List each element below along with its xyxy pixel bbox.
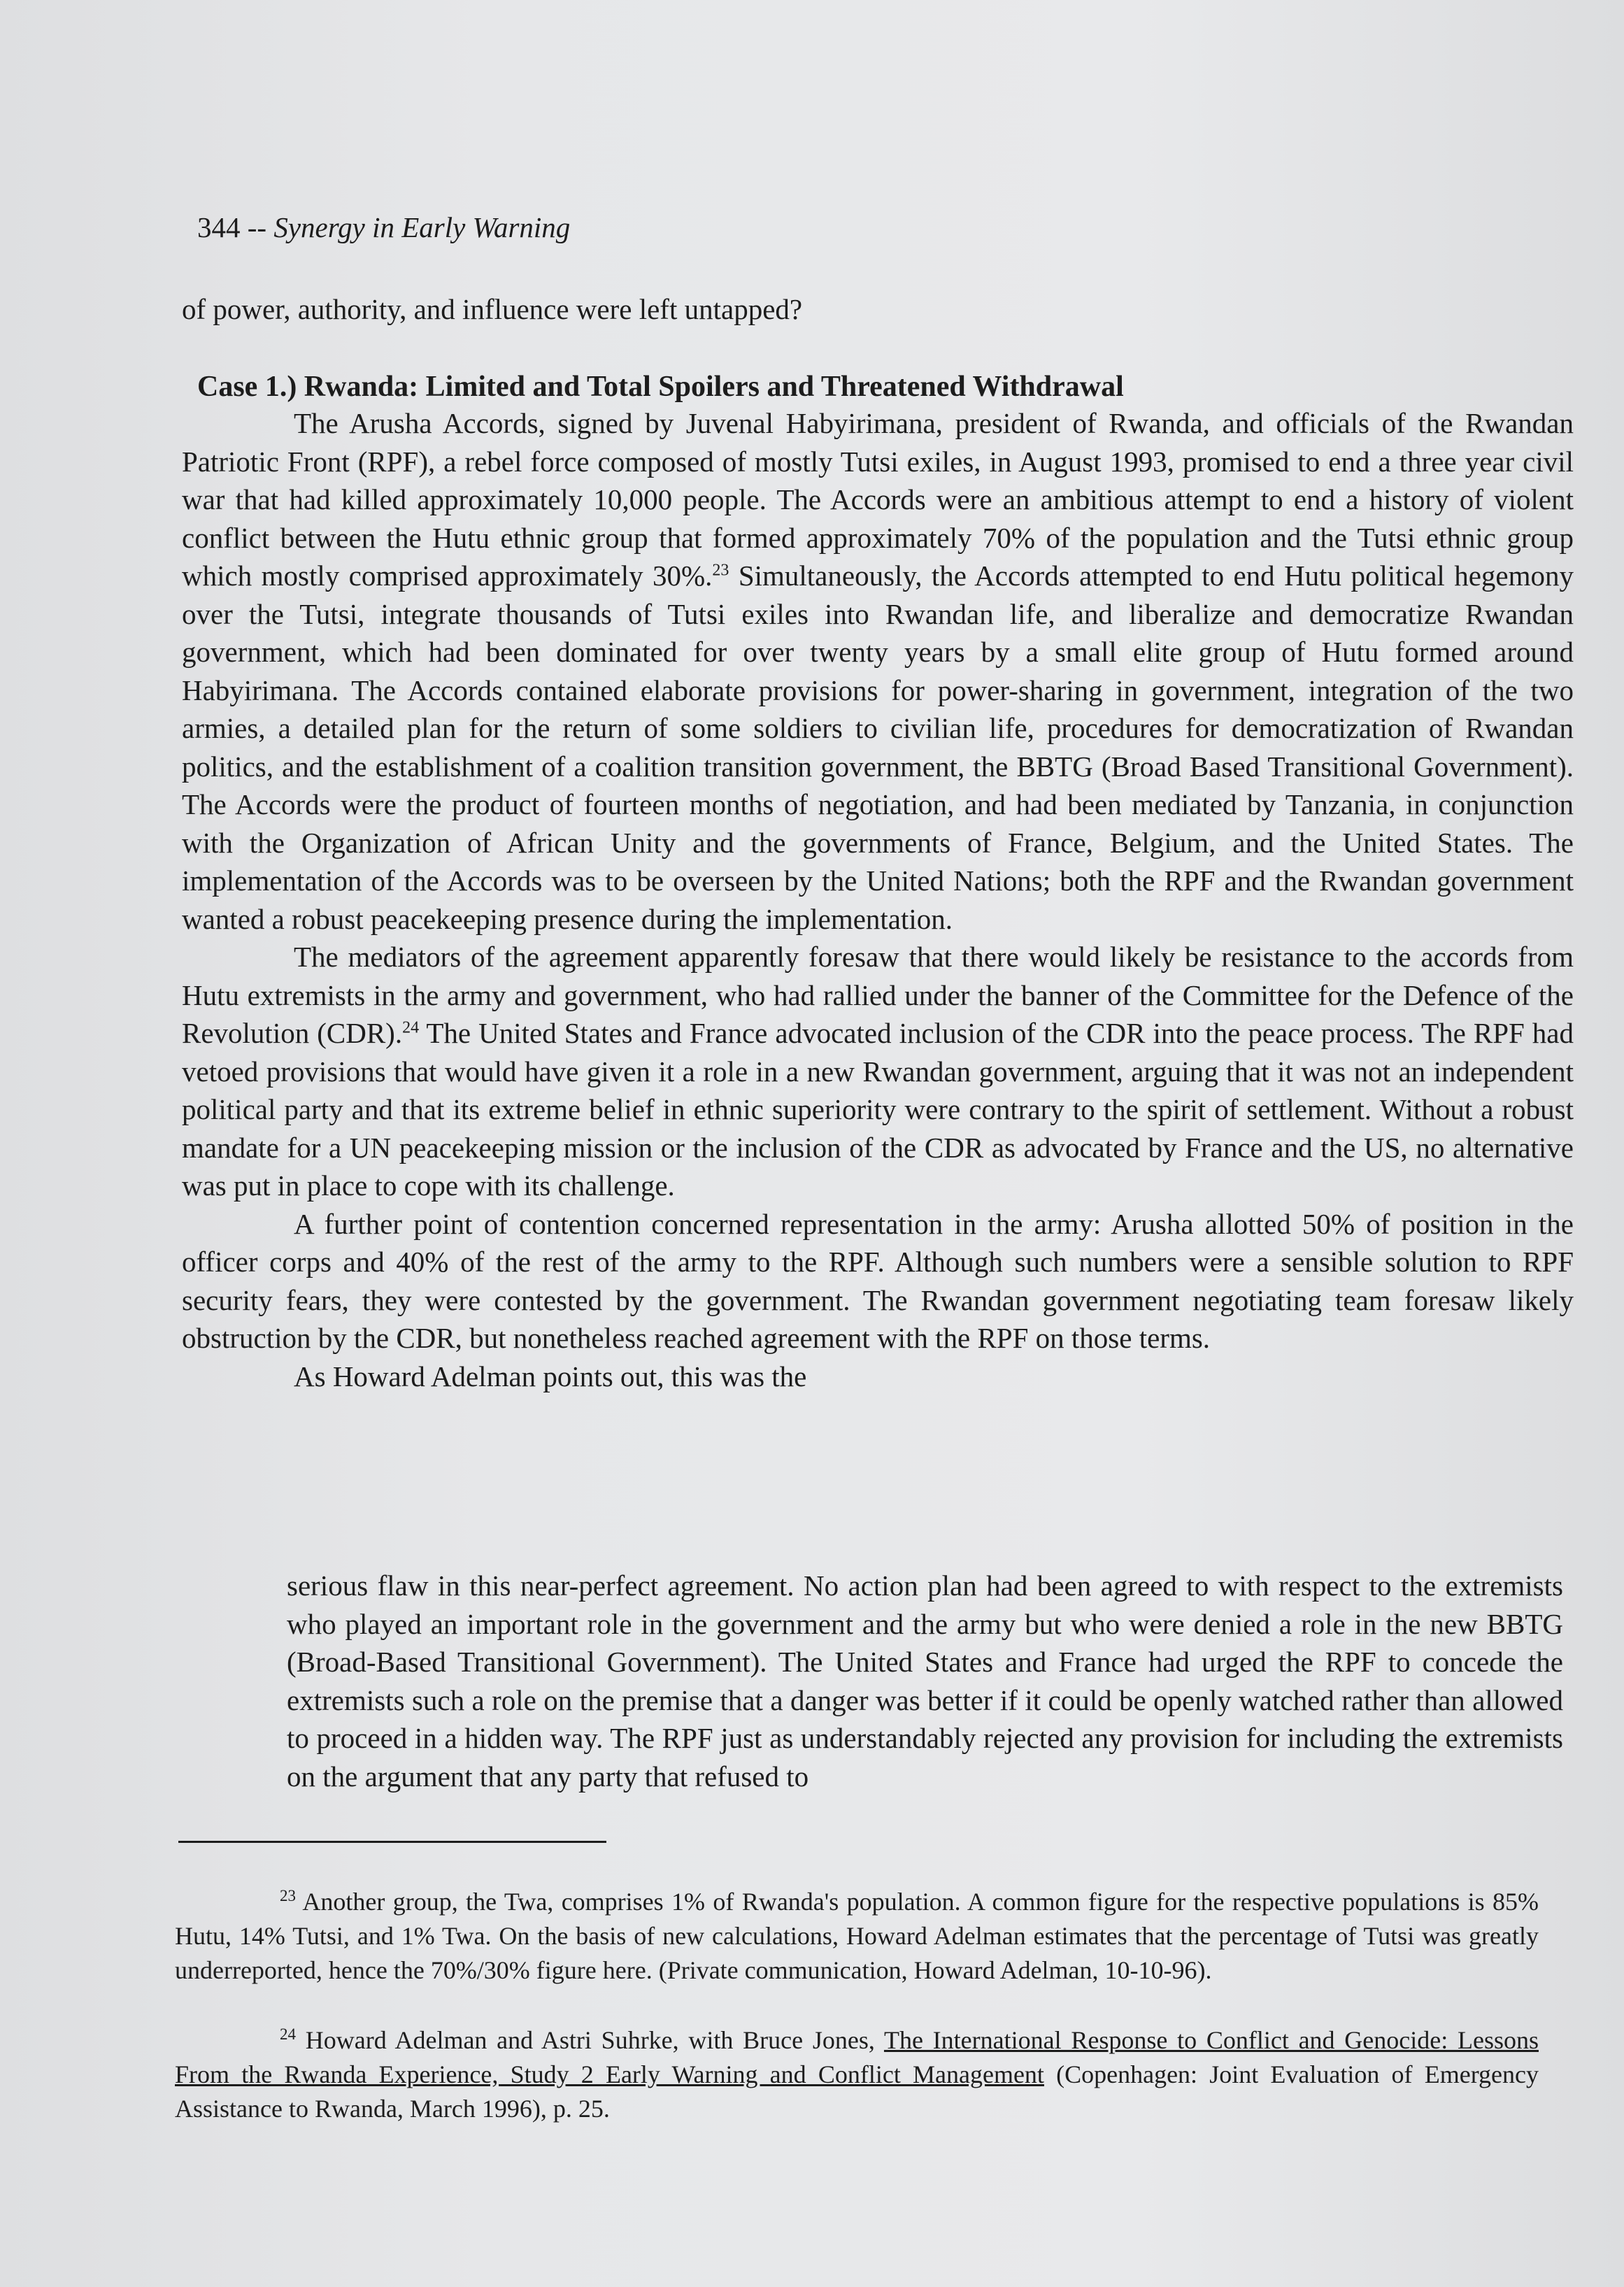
footnote-ref-23: 23 <box>712 561 729 580</box>
case-heading: Case 1.) Rwanda: Limited and Total Spoilers and Threatened Withdrawal <box>197 371 1124 403</box>
paragraph-1 <box>182 404 1574 938</box>
paragraph-2-part-b: The United States and France advocated inclusion of the CDR into the peace process. The RPF had vetoed provisions that would have given it a role in a new Rwandan government, arguing that it was not an independent political party and that its extreme belief in ethnic superiority were contrary to the spirit of settlement. Without a robust mandate for a UN peacekeeping mission or the inclusion of the CDR as advocated by France and the US, no alternative was put in place to cope with its challenge. <box>182 1017 1574 1202</box>
paragraph-3: A further point of contention concerned representation in the army: Arusha allotted 50% of position in the officer corps and 40% of the rest of the army to the RPF. Although such numbers were a sensible solution to RPF security fears, they were contested by the government. The Rwandan government negotiating team foresaw likely obstruction by the CDR, but nonetheless reached agreement with the RPF on those terms. <box>182 1207 1574 1354</box>
paragraph-2 <box>182 938 1574 1205</box>
footnote-23-text: Another group, the Twa, comprises 1% of Rwanda's population. A common figure for the respective populations is 85% Hutu, 14% Tutsi, and 1% Twa. On the basis of new calculations, Howard Adelman estimates that the percentage of Tutsi was greatly underreported, hence the 70%/30% figure here. (Private communication, Howard Adelman, 10-10-96). <box>175 1888 1539 1984</box>
paragraph-1-part-b: Simultaneously, the Accords attempted to end Hutu political hegemony over the Tutsi, integrate thousands of Tutsi exiles into Rwandan life, and liberalize and democratize Rwandan government, which had been dominated for over twenty years by a small elite group of Hutu formed around Habyirimana. The Accords contained elaborate provisions for power-sharing in government, integration of the two armies, a detailed plan for the return of some soldiers to civilian life, procedures for democratization of Rwandan politics, and the establishment of a coalition transition government, the BBTG (Broad Based Transitional Government). The Accords were the product of fourteen months of negotiation, and had been mediated by Tanzania, in conjunction with the Organization of African Unity and the governments of France, Belgium, and the United States. The implementation of the Accords was to be overseen by the United Nations; both the RPF and the Rwandan government wanted a robust peacekeeping presence during the implementation. <box>182 560 1574 935</box>
running-head <box>197 210 570 245</box>
footnote-23-mark: 23 <box>280 1887 296 1904</box>
footnote-24-publication: (Copenhagen: Joint Evaluation of Emergency Assistance to Rwanda, March 1996), p. 25. <box>175 2060 1539 2123</box>
lead-in-line: of power, authority, and influence were left untapped? <box>182 293 803 325</box>
book-title: Synergy in Early Warning <box>273 211 571 243</box>
block-quote: serious flaw in this near-perfect agreement. No action plan had been agreed to with respect to the extremists who played an important role in the government and the army but who were denied a role in the new BBTG (Broad-Based Transitional Government). The United States and France had urged the RPF to concede the extremists such a role on the premise that a danger was better if it could be openly watched rather than allowed to proceed in a hidden way. The RPF just as understandably rejected any provision for including the extremists on the argument that any party that refused to <box>287 1569 1563 1793</box>
footnote-24-mark: 24 <box>280 2025 296 2043</box>
paragraph-2-part-a: The mediators of the agreement apparently foresaw that there would likely be resistance to the accords from Hutu extremists in the army and government, who had rallied under the banner of the Committee for the Defence of the Revolution (CDR). <box>182 941 1574 1049</box>
footnote-ref-24: 24 <box>402 1018 420 1037</box>
footnote-24-authors: Howard Adelman and Astri Suhrke, with Bruce Jones, <box>296 2026 884 2054</box>
paragraph-1-part-a: The Arusha Accords, signed by Juvenal Habyirimana, president of Rwanda, and officials of the Rwandan Patriotic Front (RPF), a rebel force composed of mostly Tutsi exiles, in August 1993, promised to end a three year civil war that had killed approximately 10,000 people. The Accords were an ambitious attempt to end a history of violent conflict between the Hutu ethnic group that formed approximately 70% of the population and the Tutsi ethnic group which mostly comprised approximately 30%. <box>182 407 1574 592</box>
body-text <box>182 404 1574 1395</box>
footnote-23 <box>175 1885 1539 1988</box>
footnote-24 <box>175 2023 1539 2126</box>
footnote-divider <box>178 1841 606 1843</box>
paragraph-4: As Howard Adelman points out, this was the <box>294 1360 807 1392</box>
footnote-24-title: The International Response to Conflict and Genocide: Lessons From the Rwanda Experience, Study 2 Early Warning and Conflict Management <box>175 2026 1539 2088</box>
page-number: 344 -- <box>197 211 267 243</box>
lead-in-text <box>182 290 1574 329</box>
